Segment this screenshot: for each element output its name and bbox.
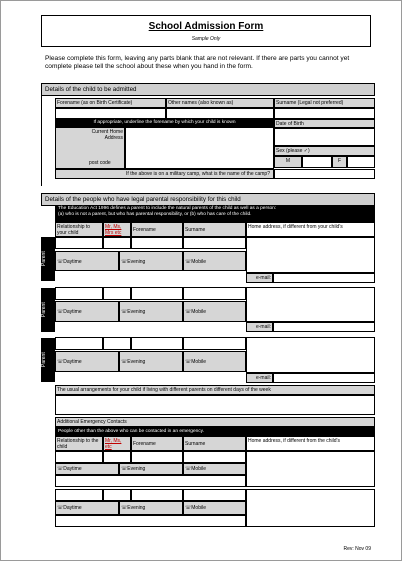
p3-surname[interactable]: [183, 337, 246, 350]
e1-address[interactable]: [246, 451, 375, 487]
p1-title[interactable]: [103, 237, 131, 249]
e1-evening-label: Evening: [127, 466, 146, 472]
forename-col: Forename: [131, 222, 183, 237]
e1-evening[interactable]: ☏Evening: [119, 463, 183, 475]
e2-forename[interactable]: [131, 489, 183, 501]
e1-mobile[interactable]: ☏Mobile: [183, 463, 246, 475]
p2-daytime[interactable]: ☏Daytime: [55, 301, 119, 322]
dob-label: Date of Birth: [274, 119, 375, 128]
e2-extra[interactable]: [55, 515, 246, 527]
p2-surname[interactable]: [183, 287, 246, 300]
section-child: Details of the child to be admitted: [41, 83, 375, 96]
surname-label: Surname (Legal not preferred): [274, 98, 375, 108]
surname-col: Surname: [183, 222, 246, 237]
p3-relationship[interactable]: [55, 337, 103, 350]
e1-daytime-label: Daytime: [63, 466, 82, 472]
p3-address[interactable]: [246, 337, 375, 373]
other-names-field[interactable]: [166, 108, 274, 119]
form-title: School Admission Form: [148, 21, 264, 32]
e1-extra[interactable]: [55, 475, 246, 487]
p2-evening[interactable]: ☏Evening: [119, 301, 183, 322]
p2-mobile[interactable]: ☏Mobile: [183, 301, 246, 322]
title-label: Mr, Ms, Mrs etc: [103, 222, 131, 237]
p2-email-label: e-mail:: [246, 322, 273, 332]
p3-evening-label: Evening: [127, 359, 146, 365]
e1-daytime[interactable]: ☏Daytime: [55, 463, 119, 475]
e1-title[interactable]: [103, 451, 131, 463]
title-box: [41, 15, 371, 47]
usual-arrangements-field[interactable]: [55, 395, 375, 415]
sex-label: Sex (please ✓): [274, 146, 375, 156]
e2-mobile-label: Mobile: [191, 505, 206, 511]
sex-m-box[interactable]: [302, 156, 332, 168]
p3-title[interactable]: [103, 337, 131, 350]
p3-daytime[interactable]: ☏Daytime: [55, 351, 119, 372]
p2-evening-label: Evening: [127, 309, 146, 315]
p2-title[interactable]: [103, 287, 131, 300]
e1-surname[interactable]: [183, 451, 246, 463]
p1-forename[interactable]: [131, 237, 183, 249]
p2-forename[interactable]: [131, 287, 183, 300]
p3-email-label: e-mail:: [246, 373, 273, 383]
postcode-label: post code: [89, 160, 111, 166]
parent-tab-2: Parent: [41, 288, 55, 332]
sex-f-box[interactable]: [347, 156, 375, 168]
surname-field[interactable]: [274, 108, 375, 119]
address-label-text: Current Home Address: [91, 129, 123, 141]
p1-email-label: e-mail:: [246, 273, 273, 283]
education-act-sub: (a) who is not a parent, but who has parental responsibility, or (b) who has care of the child.: [58, 212, 252, 217]
sex-m: M: [274, 156, 302, 168]
e2-address[interactable]: [246, 489, 375, 527]
intro-text: Please complete this form, leaving any parts blank that are not relevant. If there are parts you cannot yet complete please tell the school about these when you hand in the form.: [45, 55, 350, 70]
e2-surname[interactable]: [183, 489, 246, 501]
p1-evening-label: Evening: [127, 259, 146, 265]
em-home-address-col: Home address, if different from the child's: [246, 436, 375, 451]
address-field[interactable]: [125, 127, 274, 169]
p2-mobile-label: Mobile: [191, 309, 206, 315]
sex-f: F: [332, 156, 347, 168]
p1-relationship[interactable]: [55, 237, 103, 249]
e1-forename[interactable]: [131, 451, 183, 463]
p1-mobile-label: Mobile: [191, 259, 206, 265]
p1-mobile[interactable]: ☏Mobile: [183, 251, 246, 271]
underline-note: If appropriate, underline the forename by which your child is known: [55, 119, 274, 127]
other-names-label: Other names (also known as): [166, 98, 274, 108]
e2-title[interactable]: [103, 489, 131, 501]
forename-label: Forename (as on Birth Certificate): [55, 98, 166, 108]
section-people: Details of the people who have legal parental responsibility for this child: [41, 193, 375, 206]
p3-daytime-label: Daytime: [63, 359, 82, 365]
em-title-label: Mr, Ms, etc: [103, 436, 131, 451]
parent-tab-1: Parent: [41, 237, 55, 281]
emergency-section: Additional Emergency Contacts: [55, 417, 375, 427]
p2-daytime-label: Daytime: [63, 309, 82, 315]
p1-address[interactable]: [246, 237, 375, 273]
parent-tab-3: Parent: [41, 338, 55, 382]
e2-evening-label: Evening: [127, 505, 146, 511]
footer-rev: Rev: Nov 09: [343, 546, 371, 552]
p2-email[interactable]: [273, 322, 375, 332]
emergency-note: People other than the above who can be contacted in an emergency.: [55, 427, 375, 436]
p3-forename[interactable]: [131, 337, 183, 350]
camp-label: If the above is on a military camp, what is the name of the camp?: [55, 169, 274, 179]
e2-evening[interactable]: ☏Evening: [119, 501, 183, 515]
p3-evening[interactable]: ☏Evening: [119, 351, 183, 372]
p3-email[interactable]: [273, 373, 375, 383]
p3-mobile-label: Mobile: [191, 359, 206, 365]
form-subtitle: Sample Only: [191, 36, 221, 42]
education-act-line: The Education Act 1996 defines a parent to include the natural parents of the child as well as a person:: [58, 206, 277, 211]
left-rule: [41, 96, 55, 186]
p2-address[interactable]: [246, 287, 375, 322]
e2-daytime-label: Daytime: [63, 505, 82, 511]
e2-mobile[interactable]: ☏Mobile: [183, 501, 246, 515]
education-act-note: [55, 206, 375, 222]
em-surname-col: Surname: [183, 436, 246, 451]
forename-field[interactable]: [55, 108, 166, 119]
camp-field[interactable]: [274, 169, 375, 179]
p3-mobile[interactable]: ☏Mobile: [183, 351, 246, 372]
e2-relationship[interactable]: [55, 489, 103, 501]
p1-surname[interactable]: [183, 237, 246, 249]
p1-email[interactable]: [273, 273, 375, 283]
e1-mobile-label: Mobile: [191, 466, 206, 472]
home-address-col: Home address, if different from your child's: [246, 222, 375, 237]
p1-daytime-label: Daytime: [63, 259, 82, 265]
dob-field[interactable]: [274, 128, 375, 146]
p2-relationship[interactable]: [55, 287, 103, 300]
relationship-label: Relationship to your child: [55, 222, 103, 237]
usual-arrangements-label: The usual arrangements for your child if living with different parents on different days of the week: [55, 385, 375, 395]
em-forename-col: Forename: [131, 436, 183, 451]
e1-relationship[interactable]: [55, 451, 103, 463]
p1-evening[interactable]: ☏Evening: [119, 251, 183, 271]
e2-daytime[interactable]: ☏Daytime: [55, 501, 119, 515]
p1-daytime[interactable]: ☏Daytime: [55, 251, 119, 271]
em-relationship-label: Relationship to the child: [55, 436, 103, 451]
